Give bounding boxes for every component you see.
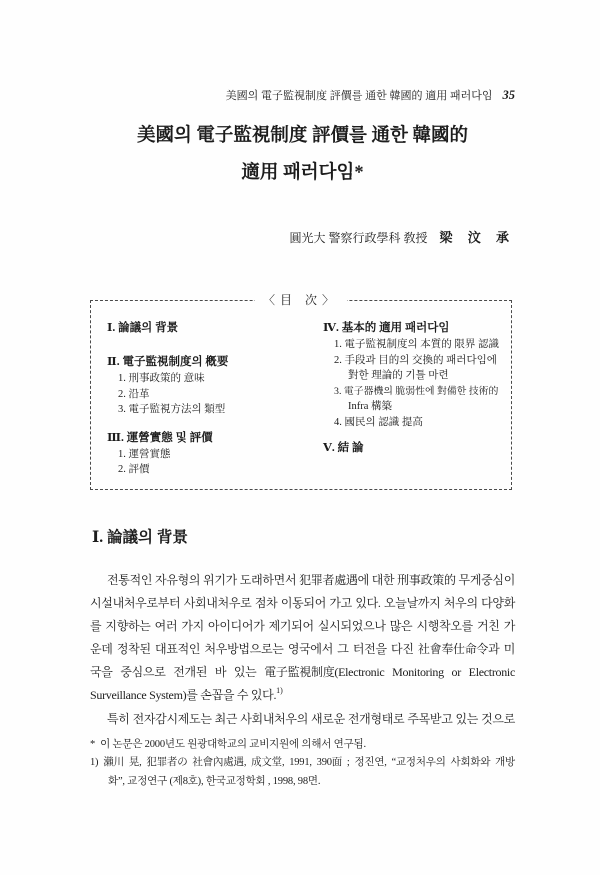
paragraph-line-text: Surveillance System)를 손꼽을 수 있다. bbox=[90, 688, 277, 703]
footnote-reference: 1) bbox=[276, 686, 283, 696]
paragraph-line: 를 지향하는 여러 가지 아이디어가 제기되어 실시되었으나 많은 시행착오를 거친 가 bbox=[90, 618, 515, 633]
article-title-line: 適用 패러다임* bbox=[241, 163, 364, 183]
paragraph bbox=[90, 569, 515, 708]
toc-item: 1. 運營實態 bbox=[118, 448, 171, 460]
paragraph-line: 시설내처우로부터 사회내처우로 점차 이동되어 가고 있다. 오늘날까지 처우의 다양화 bbox=[90, 595, 515, 610]
paragraph-line bbox=[90, 684, 515, 707]
toc-section-heading: Ⅲ. 運營實態 및 評價 bbox=[107, 431, 213, 444]
toc-item: 3. 電子監視方法의 類型 bbox=[118, 404, 226, 415]
page-number: 35 bbox=[502, 88, 515, 102]
toc-heading: 〈目 次〉 bbox=[255, 291, 347, 309]
toc-section bbox=[107, 354, 307, 418]
toc-item-continuation: Infra 構築 bbox=[348, 401, 393, 412]
article-body bbox=[90, 528, 515, 791]
toc-item: 3. 電子器機의 脆弱性에 對備한 技術的 bbox=[334, 385, 499, 397]
toc-section-heading: Ⅴ. 結 論 bbox=[323, 442, 364, 454]
footnotes bbox=[90, 736, 515, 792]
running-header-title: 美國의 電子監視制度 評價를 通한 韓國的 適用 패러다임 bbox=[225, 90, 493, 102]
toc-item: 2. 沿革 bbox=[118, 388, 150, 400]
toc-item: 1. 刑事政策的 意味 bbox=[118, 373, 205, 384]
toc-item: 1. 電子監視制度의 本質的 限界 認識 bbox=[334, 339, 500, 350]
author-line bbox=[90, 229, 515, 247]
article-title-line: 美國의 電子監視制度 評價를 通한 韓國的 bbox=[136, 126, 469, 146]
running-header bbox=[90, 86, 515, 104]
toc-section-heading: Ⅰ. 論議의 背景 bbox=[107, 322, 179, 334]
footnote-text: 瀨川 晃, 犯罪者の 社會內處遇, 成文堂, 1991, 390面 ; 정진연, “교정처우의 사회화와 개방 bbox=[103, 757, 515, 769]
paragraph-line: 국을 중심으로 전개된 바 있는 電子監視制度(Electronic Monitoring or Electronic bbox=[90, 665, 515, 680]
footnote-continuation bbox=[108, 773, 515, 792]
toc-section bbox=[323, 440, 501, 457]
toc-item-continuation: 對한 理論的 기틀 마련 bbox=[348, 370, 449, 381]
toc-item: 4. 國民의 認識 提高 bbox=[334, 416, 423, 428]
footnote-marker: * bbox=[90, 738, 96, 750]
toc-column-right bbox=[323, 320, 501, 457]
toc-section-heading: Ⅳ. 基本的 適用 패러다임 bbox=[323, 322, 450, 334]
toc-section bbox=[107, 430, 307, 478]
toc-item: 2. 評價 bbox=[118, 464, 150, 475]
paragraph-line: 전통적인 자유형의 위기가 도래하면서 犯罪者處遇에 대한 刑事政策的 무게중심이 bbox=[107, 572, 515, 587]
toc-item: 2. 手段과 目的의 交換的 패러다임에 bbox=[334, 354, 497, 366]
footnote bbox=[90, 754, 515, 773]
section-heading: Ⅰ. 論議의 背景 bbox=[92, 529, 188, 546]
paragraph-line: 특히 전자감시제도는 최근 사회내처우의 새로운 전개형태로 주목받고 있는 것으로 bbox=[107, 711, 515, 726]
toc-section bbox=[323, 320, 501, 430]
paragraph bbox=[90, 708, 515, 731]
paragraph-line: 운데 정착된 대표적인 처우방법으로는 영국에서 그 터전을 다진 社會奉仕命令과 미 bbox=[90, 642, 515, 657]
footnote-text: 이 논문은 2000년도 원광대학교의 교비지원에 의해서 연구됨. bbox=[100, 738, 366, 750]
footnote bbox=[90, 736, 515, 755]
author-affiliation: 圓光大 警察行政學科 敎授 bbox=[289, 231, 428, 245]
table-of-contents bbox=[90, 293, 512, 490]
toc-column-left bbox=[107, 320, 307, 478]
footnote-text: 화”, 교정연구 (제8호), 한국교정학회 , 1998, 98면. bbox=[108, 775, 321, 787]
toc-section-heading: Ⅱ. 電子監視制度의 槪要 bbox=[107, 356, 229, 368]
footnote-marker: 1) bbox=[90, 757, 99, 769]
article-title bbox=[90, 118, 515, 192]
toc-section bbox=[107, 320, 307, 337]
author-name: 梁 汶 承 bbox=[439, 230, 515, 245]
